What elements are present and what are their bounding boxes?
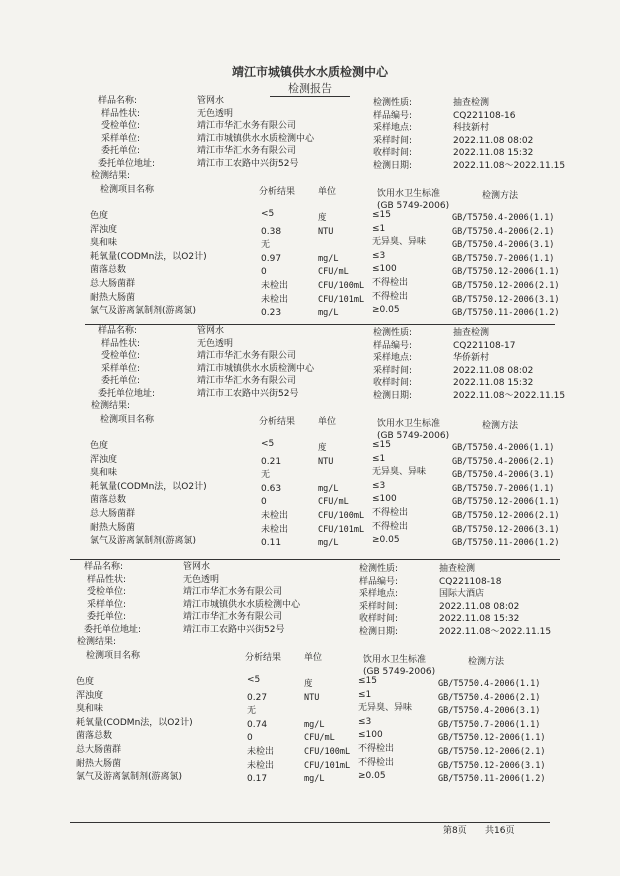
label-sample-no: 样品编号:	[359, 576, 399, 587]
row-item: 臭和味	[90, 238, 118, 249]
row-method: GB/T5750.4-2006(1.1)	[438, 679, 541, 689]
row-method: GB/T5750.11-2006(1.2)	[452, 538, 560, 549]
label-entrusting-address: 委托单位地址:	[98, 158, 156, 169]
col-standard-code: (GB 5749-2006)	[377, 431, 450, 441]
row-method: GB/T5750.7-2006(1.1)	[452, 483, 555, 494]
row-item: 氯气及游离氯制剂(游离氯)	[90, 536, 197, 547]
col-result-header: 分析结果	[245, 653, 282, 663]
row-method: GB/T5750.11-2006(1.2)	[438, 774, 546, 785]
row-method: GB/T5750.4-2006(1.1)	[452, 213, 555, 223]
row-standard: ≤15	[372, 440, 391, 450]
value-entrusting-unit: 靖江市华汇水务有限公司	[197, 146, 297, 156]
row-method: GB/T5750.7-2006(1.1)	[452, 253, 555, 264]
value-sample-nature: 无色透明	[197, 338, 234, 349]
row-standard: ≤3	[372, 250, 386, 261]
row-result: 0.17	[247, 774, 268, 785]
label-test-results: 检测结果:	[91, 171, 131, 181]
row-item: 菌落总数	[90, 265, 127, 276]
row-result: 0.11	[261, 538, 282, 549]
row-standard: 不得检出	[372, 521, 409, 532]
value-sample-nature: 无色透明	[183, 574, 220, 585]
row-item: 耐热大肠菌	[90, 292, 136, 303]
label-receive-time: 收样时间:	[373, 148, 413, 158]
row-standard: 不得检出	[372, 291, 409, 302]
label-sampling-time: 采样时间:	[373, 365, 413, 376]
section-divider	[85, 324, 555, 325]
label-sample-nature: 样品性状:	[101, 108, 141, 119]
value-sampling-unit: 靖江市城镇供水水质检测中心	[183, 599, 301, 610]
col-standard-header: 饮用水卫生标准	[377, 189, 441, 199]
row-item: 菌落总数	[90, 495, 127, 506]
row-method: GB/T5750.12-2006(3.1)	[452, 294, 560, 305]
org-title: 靖江市城镇供水水质检测中心	[231, 65, 388, 79]
footer-rule	[70, 822, 550, 823]
label-sampling-unit: 采样单位:	[87, 599, 127, 610]
row-method: GB/T5750.4-2006(3.1)	[452, 240, 555, 251]
row-unit: CFU/101mL	[318, 524, 365, 535]
value-receive-time: 2022.11.08 15:32	[453, 148, 534, 158]
row-result: 未检出	[261, 294, 289, 305]
row-result: 未检出	[247, 760, 275, 771]
row-method: GB/T5750.11-2006(1.2)	[452, 308, 560, 319]
value-sample-name: 管网水	[197, 326, 225, 336]
label-sampling-unit: 采样单位:	[101, 363, 141, 374]
row-method: GB/T5750.4-2006(2.1)	[452, 226, 555, 237]
row-result: 无	[261, 240, 271, 251]
col-unit-header: 单位	[318, 417, 337, 427]
row-standard: 不得检出	[372, 508, 409, 518]
row-standard: 无异臭、异味	[372, 467, 427, 478]
row-item: 总大肠菌群	[90, 279, 136, 289]
row-unit: mg/L	[318, 253, 339, 264]
row-unit: CFU/mL	[318, 497, 349, 508]
row-result: 未检出	[261, 524, 289, 535]
row-unit: NTU	[318, 226, 334, 237]
row-result: <5	[261, 439, 275, 449]
label-test-date: 检测日期:	[373, 160, 413, 171]
row-standard: ≥0.05	[372, 305, 400, 316]
label-sample-no: 样品编号:	[373, 110, 413, 121]
row-standard: ≤1	[372, 223, 386, 234]
row-unit: CFU/100mL	[318, 281, 365, 291]
row-standard: 不得检出	[358, 744, 395, 754]
label-sample-name: 样品名称:	[98, 326, 138, 336]
row-standard: ≥0.05	[372, 535, 400, 546]
row-item: 耐热大肠菌	[76, 758, 122, 769]
page-number: 第8页	[443, 826, 467, 836]
row-unit: CFU/100mL	[304, 747, 351, 757]
row-unit: mg/L	[304, 719, 325, 730]
value-sample-name: 管网水	[197, 96, 225, 106]
row-result: 0.38	[261, 226, 282, 237]
label-sample-nature: 样品性状:	[87, 574, 127, 585]
row-standard: 无异臭、异味	[358, 703, 413, 714]
label-test-results: 检测结果:	[77, 637, 117, 647]
row-item: 色度	[90, 441, 109, 451]
row-standard: ≤100	[372, 494, 397, 505]
col-result-header: 分析结果	[259, 187, 296, 197]
report-title: 检测报告	[288, 82, 332, 95]
row-method: GB/T5750.4-2006(2.1)	[452, 456, 555, 467]
row-unit: NTU	[318, 456, 334, 467]
row-unit: mg/L	[318, 483, 339, 494]
value-client-unit: 靖江市华汇水务有限公司	[183, 587, 283, 597]
row-unit: CFU/mL	[318, 267, 349, 278]
label-entrusting-unit: 委托单位:	[101, 146, 141, 156]
value-receive-time: 2022.11.08 15:32	[453, 378, 534, 388]
row-method: GB/T5750.4-2006(2.1)	[438, 692, 541, 703]
value-receive-time: 2022.11.08 15:32	[439, 614, 520, 624]
label-test-date: 检测日期:	[359, 626, 399, 637]
row-result: 无	[247, 706, 257, 717]
row-unit: CFU/101mL	[318, 294, 365, 305]
row-method: GB/T5750.4-2006(1.1)	[452, 443, 555, 453]
row-result: 0	[261, 267, 267, 278]
row-standard: ≤100	[358, 730, 383, 741]
col-standard-header: 饮用水卫生标准	[377, 419, 441, 429]
value-sample-no: CQ221108-18	[439, 576, 502, 587]
col-unit-header: 单位	[318, 187, 337, 197]
label-receive-time: 收样时间:	[359, 614, 399, 624]
row-item: 浑浊度	[90, 224, 118, 235]
col-result-header: 分析结果	[259, 417, 296, 427]
section-divider	[70, 559, 560, 560]
label-sampling-site: 采样地点:	[359, 589, 399, 599]
value-sampling-time: 2022.11.08 08:02	[439, 601, 520, 612]
row-standard: ≤1	[372, 453, 386, 464]
value-sampling-site: 华侨新村	[453, 353, 490, 363]
label-client-unit: 受检单位:	[87, 587, 127, 597]
value-sample-no: CQ221108-16	[453, 110, 516, 121]
value-entrusting-address: 靖江市工农路中兴街52号	[183, 624, 285, 635]
row-item: 浑浊度	[90, 454, 118, 465]
row-method: GB/T5750.12-2006(3.1)	[438, 760, 546, 771]
value-client-unit: 靖江市华汇水务有限公司	[197, 121, 297, 131]
row-method: GB/T5750.12-2006(2.1)	[452, 281, 560, 291]
row-standard: ≤100	[372, 264, 397, 275]
value-entrusting-address: 靖江市工农路中兴街52号	[197, 388, 299, 399]
row-result: 0	[247, 733, 253, 744]
row-result: 0.63	[261, 483, 282, 494]
value-test-nature: 抽查检测	[453, 328, 490, 338]
row-unit: NTU	[304, 692, 320, 703]
row-result: 无	[261, 470, 271, 481]
value-test-date: 2022.11.08～2022.11.15	[439, 626, 552, 637]
value-client-unit: 靖江市华汇水务有限公司	[197, 351, 297, 361]
label-entrusting-address: 委托单位地址:	[84, 624, 142, 635]
label-test-nature: 检测性质:	[359, 564, 399, 574]
label-client-unit: 受检单位:	[101, 121, 141, 131]
col-standard-code: (GB 5749-2006)	[363, 667, 436, 677]
row-method: GB/T5750.4-2006(3.1)	[438, 706, 541, 717]
label-client-unit: 受检单位:	[101, 351, 141, 361]
value-test-nature: 抽查检测	[439, 564, 476, 574]
value-entrusting-unit: 靖江市华汇水务有限公司	[197, 376, 297, 386]
row-result: 未检出	[247, 747, 275, 757]
row-item: 总大肠菌群	[90, 509, 136, 519]
col-item-header: 检测项目名称	[100, 415, 155, 425]
label-test-date: 检测日期:	[373, 390, 413, 401]
row-result: 0	[261, 497, 267, 508]
label-entrusting-unit: 委托单位:	[87, 612, 127, 622]
row-unit: mg/L	[318, 308, 339, 319]
row-unit: mg/L	[304, 774, 325, 785]
row-result: <5	[261, 209, 275, 219]
row-result: 未检出	[261, 281, 289, 291]
row-method: GB/T5750.12-2006(2.1)	[452, 511, 560, 521]
label-test-nature: 检测性质:	[373, 328, 413, 338]
row-standard: ≤3	[358, 716, 372, 727]
label-sample-name: 样品名称:	[98, 96, 138, 106]
value-entrusting-address: 靖江市工农路中兴街52号	[197, 158, 299, 169]
value-sampling-unit: 靖江市城镇供水水质检测中心	[197, 133, 315, 144]
row-result: 未检出	[261, 511, 289, 521]
row-result: <5	[247, 675, 261, 685]
row-item: 臭和味	[76, 704, 104, 715]
row-method: GB/T5750.7-2006(1.1)	[438, 719, 541, 730]
row-standard: ≥0.05	[358, 771, 386, 782]
label-entrusting-address: 委托单位地址:	[98, 388, 156, 399]
label-sample-nature: 样品性状:	[101, 338, 141, 349]
row-result: 0.23	[261, 308, 282, 319]
value-sampling-site: 国际大酒店	[439, 589, 485, 599]
label-sampling-site: 采样地点:	[373, 353, 413, 363]
row-method: GB/T5750.12-2006(1.1)	[452, 497, 560, 508]
col-unit-header: 单位	[304, 653, 323, 663]
value-sampling-time: 2022.11.08 08:02	[453, 365, 534, 376]
value-sample-no: CQ221108-17	[453, 340, 516, 351]
value-sampling-site: 科技新村	[453, 123, 490, 133]
title-underline	[270, 96, 350, 97]
page-total: 共16页	[485, 826, 515, 836]
row-standard: ≤15	[358, 676, 377, 686]
col-method-header: 检测方法	[468, 657, 505, 667]
row-method: GB/T5750.12-2006(2.1)	[438, 747, 546, 757]
label-sampling-time: 采样时间:	[373, 135, 413, 146]
row-result: 0.21	[261, 456, 282, 467]
value-test-date: 2022.11.08～2022.11.15	[453, 160, 566, 171]
row-method: GB/T5750.12-2006(1.1)	[438, 733, 546, 744]
row-item: 浑浊度	[76, 690, 104, 701]
value-sampling-unit: 靖江市城镇供水水质检测中心	[197, 363, 315, 374]
label-sample-name: 样品名称:	[84, 562, 124, 572]
label-sampling-site: 采样地点:	[373, 123, 413, 133]
row-method: GB/T5750.12-2006(3.1)	[452, 524, 560, 535]
label-test-nature: 检测性质:	[373, 98, 413, 108]
row-item: 耗氧量(CODMn法，以O2计)	[90, 251, 207, 262]
row-method: GB/T5750.4-2006(3.1)	[452, 470, 555, 481]
row-standard: ≤15	[372, 210, 391, 220]
row-item: 色度	[76, 677, 95, 687]
row-item: 耗氧量(CODMn法，以O2计)	[90, 481, 207, 492]
row-unit: mg/L	[318, 538, 339, 549]
row-unit: CFU/mL	[304, 733, 335, 744]
row-item: 总大肠菌群	[76, 745, 122, 755]
row-item: 耐热大肠菌	[90, 522, 136, 533]
label-sample-no: 样品编号:	[373, 340, 413, 351]
row-standard: ≤3	[372, 480, 386, 491]
col-method-header: 检测方法	[482, 191, 519, 201]
row-method: GB/T5750.12-2006(1.1)	[452, 267, 560, 278]
row-item: 菌落总数	[76, 731, 113, 742]
row-item: 氯气及游离氯制剂(游离氯)	[90, 306, 197, 317]
col-item-header: 检测项目名称	[100, 185, 155, 195]
row-unit: CFU/101mL	[304, 760, 351, 771]
row-unit: 度	[318, 443, 327, 453]
row-standard: 无异臭、异味	[372, 237, 427, 248]
row-unit: 度	[304, 679, 313, 689]
row-item: 氯气及游离氯制剂(游离氯)	[76, 772, 183, 783]
label-sampling-time: 采样时间:	[359, 601, 399, 612]
row-result: 0.74	[247, 719, 268, 730]
value-sample-name: 管网水	[183, 562, 211, 572]
col-item-header: 检测项目名称	[86, 651, 141, 661]
value-test-date: 2022.11.08～2022.11.15	[453, 390, 566, 401]
col-method-header: 检测方法	[482, 421, 519, 431]
row-item: 臭和味	[90, 468, 118, 479]
value-test-nature: 抽查检测	[453, 98, 490, 108]
row-standard: 不得检出	[358, 757, 395, 768]
row-item: 色度	[90, 211, 109, 221]
row-result: 0.27	[247, 692, 268, 703]
row-result: 0.97	[261, 253, 282, 264]
col-standard-code: (GB 5749-2006)	[377, 201, 450, 211]
label-test-results: 检测结果:	[91, 401, 131, 411]
row-item: 耗氧量(CODMn法，以O2计)	[76, 717, 193, 728]
label-entrusting-unit: 委托单位:	[101, 376, 141, 386]
value-entrusting-unit: 靖江市华汇水务有限公司	[183, 612, 283, 622]
row-unit: CFU/100mL	[318, 511, 365, 521]
col-standard-header: 饮用水卫生标准	[363, 655, 427, 665]
label-sampling-unit: 采样单位:	[101, 133, 141, 144]
row-standard: ≤1	[358, 689, 372, 700]
value-sample-nature: 无色透明	[197, 108, 234, 119]
label-receive-time: 收样时间:	[373, 378, 413, 388]
value-sampling-time: 2022.11.08 08:02	[453, 135, 534, 146]
row-standard: 不得检出	[372, 278, 409, 288]
row-unit: 度	[318, 213, 327, 223]
